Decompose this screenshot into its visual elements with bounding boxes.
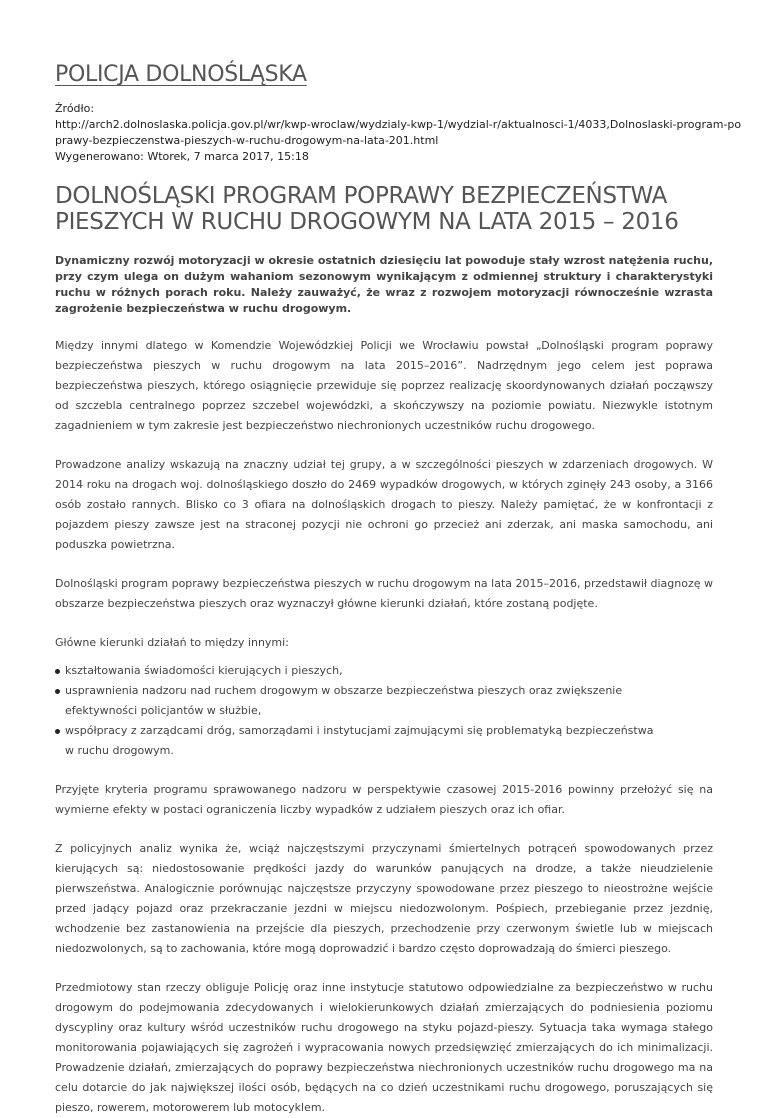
list-item-text: usprawnienia nadzoru nad ruchem drogowym w obszarze bezpieczeństwa pieszych oraz zwiększenie efektywności policjantów w służbie, — [65, 684, 623, 717]
list-item-text: kształtowania świadomości kierujących i pieszych, — [65, 664, 343, 677]
list-item — [65, 661, 658, 681]
article-title-line-1: DOLNOŚLĄSKI PROGRAM POPRAWY BEZPIECZEŃSTWA — [55, 183, 668, 209]
article-paragraph-2: Prowadzone analizy wskazują na znaczny udział tej grupy, a w szczególności pieszych w zdarzeniach drogowych. W 2014 roku na drogach woj. dolnośląskiego doszło do 2469 wypadków drogowych, w których zginęły 243 osoby, a 3166 osób zostało rannych. Blisko co 3 ofiara na dolnośląskich drogach to pieszy. Należy pamiętać, że w konfrontacji z pojazdem pieszy zawsze jest na straconej pozycji nie ochroni go przecież ani zderzak, ani maska samochodu, ani poduszka powietrzna. — [55, 458, 713, 551]
generated-timestamp: Wygenerowano: Wtorek, 7 marca 2017, 15:18 — [55, 150, 309, 163]
site-title[interactable]: POLICJA DOLNOŚLĄSKA — [55, 62, 307, 87]
list-item-text: współpracy z zarządcami dróg, samorządami i instytucjami zajmującymi się problematyką bezpieczeństwa w ruchu drogowym. — [65, 724, 654, 757]
source-url-line-2[interactable]: prawy-bezpieczenstwa-pieszych-w-ruchu-drogowym-na-lata-201.html — [55, 134, 439, 147]
article-paragraph-6: Przedmiotowy stan rzeczy obliguje Policję oraz inne instytucje statutowo odpowiedzialne za bezpieczeństwo w ruchu drogowym do podejmowania zdecydowanych i wielokierunkowych działań zmierzających do podniesienia poziomu dyscypliny oraz kultury wśród uczestników ruchu drogowego na styku pojazd-pieszy. Sytuacja taka wymaga stałego monitorowania pojawiających się zagrożeń i wypracowania nowych przedsięwzięć zmierzających do ich minimalizacji. Prowadzenie działań, zmierzających do poprawy bezpieczeństwa niechronionych uczestników ruchu drogowego ma na celu dotarcie do jak największej ilości osób, będących na co dzień uczestnikami ruchu drogowego, poruszających się pieszo, rowerem, motorowerem lub motocyklem. — [55, 981, 713, 1114]
source-meta — [55, 101, 742, 165]
article-paragraph-5: Z policyjnych analiz wynika że, wciąż najczęstszymi przyczynami śmiertelnych potrąceń spowodowanych przez kierujących są: niedostosowanie prędkości jazdy do warunków panujących na drodze, a także nieudzielenie pierwszeństwa. Analogicznie porównując najczęstsze przyczyny spowodowane przez pieszego to nieostrożne wejście przed jadący pojazd oraz przekraczanie jezdni w miejscu niedozwolonym. Pośpiech, przebieganie przez jezdnię, wchodzenie bez zastanowienia na przejście dla pieszych, przechodzenie przy czerwonym świetle lub w miejscach niedozwolonych, są to zachowania, które mogą doprowadzić i bardzo często doprowadzają do śmierci pieszego. — [55, 842, 713, 955]
article-paragraph-3: Dolnośląski program poprawy bezpieczeństwa pieszych w ruchu drogowym na lata 2015–2016, przedstawił diagnozę w obszarze bezpieczeństwa pieszych oraz wyznaczył główne kierunki działań, które zostaną podjęte. — [55, 577, 713, 610]
source-url-line-1[interactable]: http://arch2.dolnoslaska.policja.gov.pl/wr/kwp-wroclaw/wydzialy-kwp-1/wydzial-r/aktualnosci-1/4033,Dolnoslaski-program-po — [55, 118, 742, 131]
bullet-icon — [55, 729, 60, 734]
list-item — [65, 681, 658, 721]
directions-list — [55, 661, 713, 761]
article-lead: Dynamiczny rozwój motoryzacji w okresie ostatnich dziesięciu lat powoduje stały wzrost natężenia ruchu, przy czym ulega on dużym wahaniom sezonowym wynikającym z odmiennej struktury i charakterystyki ruchu w różnych porach roku. Należy zauważyć, że wraz z rozwojem motoryzacji równocześnie wzrasta zagrożenie bezpieczeństwa w ruchu drogowym. — [55, 254, 713, 315]
bullet-icon — [55, 669, 60, 674]
list-intro: Główne kierunki działań to między innymi: — [55, 636, 289, 649]
article-title — [55, 183, 713, 235]
list-item — [65, 721, 658, 761]
source-label: Źródło: — [55, 102, 95, 115]
article-paragraph-4: Przyjęte kryteria programu sprawowanego nadzoru w perspektywie czasowej 2015-2016 powinny przełożyć się na wymierne efekty w postaci ograniczenia liczby wypadków z udziałem pieszych oraz ich ofiar. — [55, 783, 713, 816]
article-paragraph-1: Między innymi dlatego w Komendzie Wojewódzkiej Policji we Wrocławiu powstał „Dolnośląski program poprawy bezpieczeństwa pieszych w ruchu drogowym na lata 2015–2016”. Nadrzędnym jego celem jest poprawa bezpieczeństwa pieszych, którego osiągnięcie przewiduje się poprzez realizację skoordynowanych działań począwszy od szczebla centralnego poprzez szczebel wojewódzki, a skończywszy na poziomie powiatu. Niezwykle istotnym zagadnieniem w tym zakresie jest bezpieczeństwo niechronionych uczestników ruchu drogowego. — [55, 339, 713, 432]
bullet-icon — [55, 689, 60, 694]
article-title-line-2: PIESZYCH W RUCHU DROGOWYM NA LATA 2015 – 2016 — [55, 209, 679, 235]
